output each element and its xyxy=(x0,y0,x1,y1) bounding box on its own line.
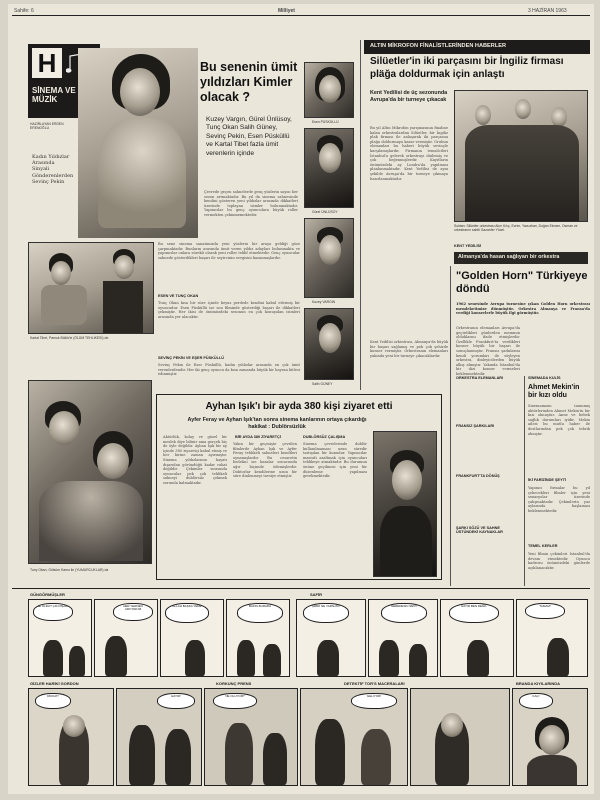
newspaper-page xyxy=(8,4,594,794)
ayhan-body-2: Yakın bir geçmişte çevrilen filmlerde Ayhan Işık ve Ayfer Feray tehlikeli sahneleri kendileri oynamışlardır. Bu cesaretin bedelini ise kazalar sonucunda ağır biçimde ödemişlerdir. Doktorlar kendilerine uzun bir süre dinlenmeyi tavsiye etmiştir. xyxy=(233,442,297,479)
strip1-panel-2 xyxy=(94,599,158,677)
strip1-panel-3 xyxy=(160,599,224,677)
main-lead: Kuzey Vargın, Gürel Ünlüsoy, Tunç Okan Salih Güney, Sevinç Pekin, Esen Püsküllü ve Kartal Tibet fazla ümit verenlerin içinde xyxy=(206,116,292,157)
almanya-headline: Almanya'da hasan sağlıyan bir orkestra xyxy=(458,254,560,260)
main-body-1: Çevrede geçen sahnelerde genç yüzlerin sayısı her sezon artmaktadır. Bu yıl da sinema sahnesinde kendini gösteren yeni yıldızlar arasında dikkatleri üzerinde toplayan isimler bulunmaktadır. Yapımcılar bu genç oyunculara büyük roller vermekten çekinmemektedir. xyxy=(204,190,298,217)
section-editor: HAZIRLAYAN ERDEN ERENOĞLU xyxy=(30,122,64,130)
siluetler-headline: Silüetler'in iki parçasını bir İngiliz firması pläğa doldurmak için anlaştı xyxy=(370,56,564,80)
portrait-1 xyxy=(304,62,354,118)
strip1-panel-4 xyxy=(226,599,290,677)
strip2-bubble-1: ŞİMDİ NE YAPALIM? xyxy=(303,603,349,623)
strip3-title-far: BRANDA KIYILARINDA xyxy=(516,681,561,686)
kulis-body-1: Sinemamızın tanınmış aktörlerinden Ahmet Mekin'in bir kızı olmuştur. Anne ve bebek sağlık durumları iyidir. Mekin ailesi bu mutlu haber ile dostlarından pek çok tebrik almıştır. xyxy=(528,404,590,436)
main-subhead-2: SEVİNÇ PEKİN VE EŞER PÜSKÜLLÜ xyxy=(158,356,225,360)
ayhan-body-1: Aktörlük, kolay ve güzel bir meslek diye bilinir ama gerçek hiç de öyle değildir. Ayhan Işık bir ay içinde 380 ziyaretçi kabul etmiş ve her birine zaman ayırmıştır. Sinema yıldızlarının hayatı dışarıdan göründüğü kadar rahat değildir. Çekimler sırasında oyuncular pek çok tehlikeli sahneyi dublörsüz çekmek zorunda kalmaktadır. xyxy=(163,435,227,485)
kulis-subhead-1: İKİ FARİZİNDE ŞEYTİ xyxy=(528,478,566,482)
strip3-panel-1 xyxy=(28,688,114,786)
strip3-panel-6 xyxy=(512,688,588,786)
siluetler-standfirst: Kent Yedilisi de üç sezonunda Avrupa'da bir turneye çıkacak xyxy=(370,90,448,103)
strip3-panel-4 xyxy=(300,688,408,786)
golden-horn-body-1: Orkestranın elemanları Avrupa'da geçirdikleri günlerden memnun olduklarını ifade etmişlerdir. Özellikle Frankfurt'ta verdikleri konser büyük bir başarı ile sonuçlanmıştır. Fransız şarkılarını kendi yorumları ile söyleyen orkestra, dinleyicilerden büyük alkış almıştır. Yakında İstanbul'da bir dizi konser vermeleri beklenmektedir. xyxy=(456,326,520,376)
strip3-bubble-3: NE OLUYOR? xyxy=(213,693,257,709)
siluetler-band-photo xyxy=(454,90,588,222)
ayhan-subhead-1: BİR AYDA 380 ZİYARETÇİ xyxy=(235,435,281,439)
main-story-photo xyxy=(78,48,198,238)
strip1-bubble-2: HER YERDEN ARIYORUM xyxy=(113,603,153,621)
top-right-label: ALTIN MİKROFON FİNALİSTLERİNDEN HABERLER xyxy=(370,43,507,49)
strip3-title-mid: KORKUNÇ PRENS xyxy=(216,681,252,686)
golden-horn-subhead-1: ORKESTRA ELEMANLARI xyxy=(456,376,504,380)
strip2-bubble-2: NEREDESİN SEN? xyxy=(381,603,427,623)
golden-horn-subhead-3: FRANKFURT'TA DÖNÜŞ xyxy=(456,474,500,478)
strip1-bubble-1: NE OLDU? ÇIK DIŞARI! xyxy=(33,603,73,621)
main-body-3: Tunç Okan kısa bir süre içinde beyaz perdede kendini kabul ettirmiş bir oyuncudur. Esen Püsküllü ise son filminde gösterdiği başarı ile dikkatleri çekmiştir. Her ikisi de önümüzdeki sezonun en çok konuşulan isimleri arasında yer alacaktır. xyxy=(158,301,300,319)
strip3-panel-3 xyxy=(204,688,298,786)
strip3-bubble-4: GELİYOR! xyxy=(351,693,397,709)
main-subhead-1: ESEN VE TUNÇ OKAN xyxy=(158,294,199,298)
kulis-label: SİNEMADA KULİS xyxy=(528,376,561,380)
page-label: Sahife: 6 xyxy=(14,8,34,14)
siluetler-body-1: Bu yıl Altın Mikrofon yarışmasının finaline kalan orkestralardan Silüetler, bir İngiliz plak firması ile anlaşarak iki parçasını plağa doldurmaya karar vermiştir. Grubun elemanları bu haberi büyük sevinçle karşılamışlardır. Firmanın temsilcileri İstanbul'a gelerek orkestrayı dinlemiş ve çok beğenmişlerdir. Kayıtların önümüzdeki ay Londra'da yapılması planlanmaktadır. Kent Yedilisi de aynı şekilde Avrupa'da bir turneye çıkmaya hazırlanmaktadır. xyxy=(370,126,448,181)
strip3-bubble-1: DİKKAT! xyxy=(35,693,71,709)
strip2-title: SAFİR xyxy=(310,592,322,597)
ayhan-portrait xyxy=(373,431,437,577)
portrait-3-caption: Kuzey VARGIN xyxy=(312,300,336,304)
kulis-headline: Ahmet Mekin'in bir kızı oldu xyxy=(528,384,580,400)
kulis-column xyxy=(524,376,590,586)
main-body-4: Sevinç Pekin ile Eser Püsküllü, kadın yıldızlar arasında en çok ümit verenlerdendir. Her iki genç oyuncu da kısa zamanda büyük bir hayran kitlesi edinmiştir. xyxy=(158,363,300,377)
strip2-panel-4 xyxy=(516,599,588,677)
portrait-4-caption: Salih GÜNEY xyxy=(312,382,333,386)
kulis-body-3: Yeni filmin çekimleri İstanbul'da devam etmektedir. Oyuncu kadrosu önümüzdeki günlerde açıklanacaktır. xyxy=(528,552,590,570)
strip2-panel-2 xyxy=(368,599,438,677)
ayhan-story-box xyxy=(156,394,442,580)
golden-horn-intro: 1962 senesinde Avrupa turnesine çıkan Golden Horn orkestrası memleketimize dönmüştür. Orkestra Almanya ve Fransa'da verdiği konserlerle büyük ilgi görmüştür. xyxy=(456,302,590,316)
tunc-okan-caption: Tunç Okan, Gülsüm Kamu ile (YUMURCUKLAR) da xyxy=(30,568,109,572)
siluetler-body-2: Kent Yedilisi orkestrası, Almanya'da büyük bir başarı sağlamış ve pek çok şehirde konser vermiştir. Orkestranın elemanları yakında yeni bir turneye çıkacaklardır. xyxy=(370,340,448,358)
kartal-tibet-photo xyxy=(28,242,154,334)
portrait-4 xyxy=(304,308,354,380)
golden-horn-subhead-4: ŞARKI SÖZÜ VE SAHNE ÜSTÜNDEKİ KAYNAKLAR xyxy=(456,526,503,534)
top-right-label-bar xyxy=(364,40,590,54)
ayhan-subtitle: Ayfer Feray ve Ayhan Işık'tan sonra sinema kanlarının ortaya çıkardığı hakikat : Dublörsüzlük xyxy=(187,417,367,430)
kulis-body-2: Yapımcı firmalar bu yıl çekecekleri filmler için yeni senaryolar üzerinde çalışmaktadır. Çekimlerin yaz aylarında başlaması beklenmektedir. xyxy=(528,486,590,513)
golden-horn-headline: "Golden Horn" Türkiyeye döndü xyxy=(456,270,588,295)
almanya-bar xyxy=(454,252,588,264)
main-body-2: Bu sene sinema sanatımızda yeni yüzlerin bir araya geldiği göze çarpmaktadır. Bunların arasında ümit veren yıldız adayları bulunmakta ve yapımcılar onlara sürekli olarak yeni roller teklif etmektedir. Genç oyuncular sahnede gösterdikleri başarı ile seyircinin sevgisini kazanmışlardır. xyxy=(158,242,300,260)
section-letter: H xyxy=(32,48,62,78)
strip3-title-right: DETEKTİF TOR'S MACERALARI xyxy=(344,681,405,686)
main-headline: Bu senenin ümit yıldızları Kimler olacak ? xyxy=(200,60,298,104)
strip1-title: GÜNGÖRMÜŞLER xyxy=(30,592,65,597)
strip3-title-left: GİZLER HARİKİ GORDON xyxy=(30,681,79,686)
siluetler-caption: Soldan: Silüetler orkestrası Akın Kılıç, Evrim, Yavuzhan, Doğan Ekmen, Osman ve orkestranın sabiti Gazanfer Yücel. xyxy=(454,224,578,232)
strip2-panel-3 xyxy=(440,599,514,677)
kulis-subhead-2: TEMEL KERLER xyxy=(528,544,558,548)
strip3-bubble-5: KAÇ! xyxy=(519,693,553,709)
sidebar-teaser: Kadın Yıldızlar Arasında Sinyali Gönderenlerden Sevinç Pekin xyxy=(32,154,74,185)
portrait-2 xyxy=(304,128,354,208)
strip2-panel-1 xyxy=(296,599,366,677)
kent-yedilisi-subhead: KENT YEDİLİSİ xyxy=(454,244,482,248)
issue-date: 3 HAZİRAN 1963 xyxy=(528,8,567,14)
strip1-bubble-4: BAKIN BURADA xyxy=(237,603,283,623)
section-title: SİNEMA VE MÜZİK xyxy=(32,86,76,104)
strip2-bubble-3: HAYIR BEN DEĞİL xyxy=(449,603,499,623)
masthead: Milliyet xyxy=(278,8,295,14)
strip3-bubble-2: HAYDİ! xyxy=(157,693,195,709)
strip3-panel-5 xyxy=(410,688,510,786)
strip1-panel-1 xyxy=(28,599,92,677)
strip3-panel-2 xyxy=(116,688,202,786)
kartal-tibet-caption: Kartal Tibet, Pamuk Bölük'le (ÖLÜM TEHLİKESİ) de. xyxy=(30,336,110,340)
golden-horn-subhead-2: FRANSIZ ŞARKILARI xyxy=(456,424,495,428)
ayhan-headline: Ayhan Işık'ı bir ayda 380 kişi ziyaret etti xyxy=(205,401,393,412)
ayhan-subhead-2: DUBLÖRSÜZ ÇALIŞMA xyxy=(303,435,346,439)
strip2-bubble-4: TAMAM! xyxy=(525,603,565,619)
portrait-1-caption: Esen PÜSKÜLLÜ xyxy=(312,120,339,124)
tunc-okan-photo xyxy=(28,380,152,564)
portrait-3 xyxy=(304,218,354,298)
ayhan-body-3: Sinema çevrelerinde dublör kullanılmaması uzun süredir tartışılan bir konudur. Yapımcılar masrafı azaltmak için oyuncuları tehlikeye atmaktadır. Bu durumun önüne geçilmesi için yeni bir düzenleme yapılması gerekmektedir. xyxy=(303,442,367,479)
strip1-bubble-3: ALLAH BAŞKA YERE xyxy=(165,603,209,623)
portrait-2-caption: Gürel ÜNLÜSOY xyxy=(312,210,338,214)
